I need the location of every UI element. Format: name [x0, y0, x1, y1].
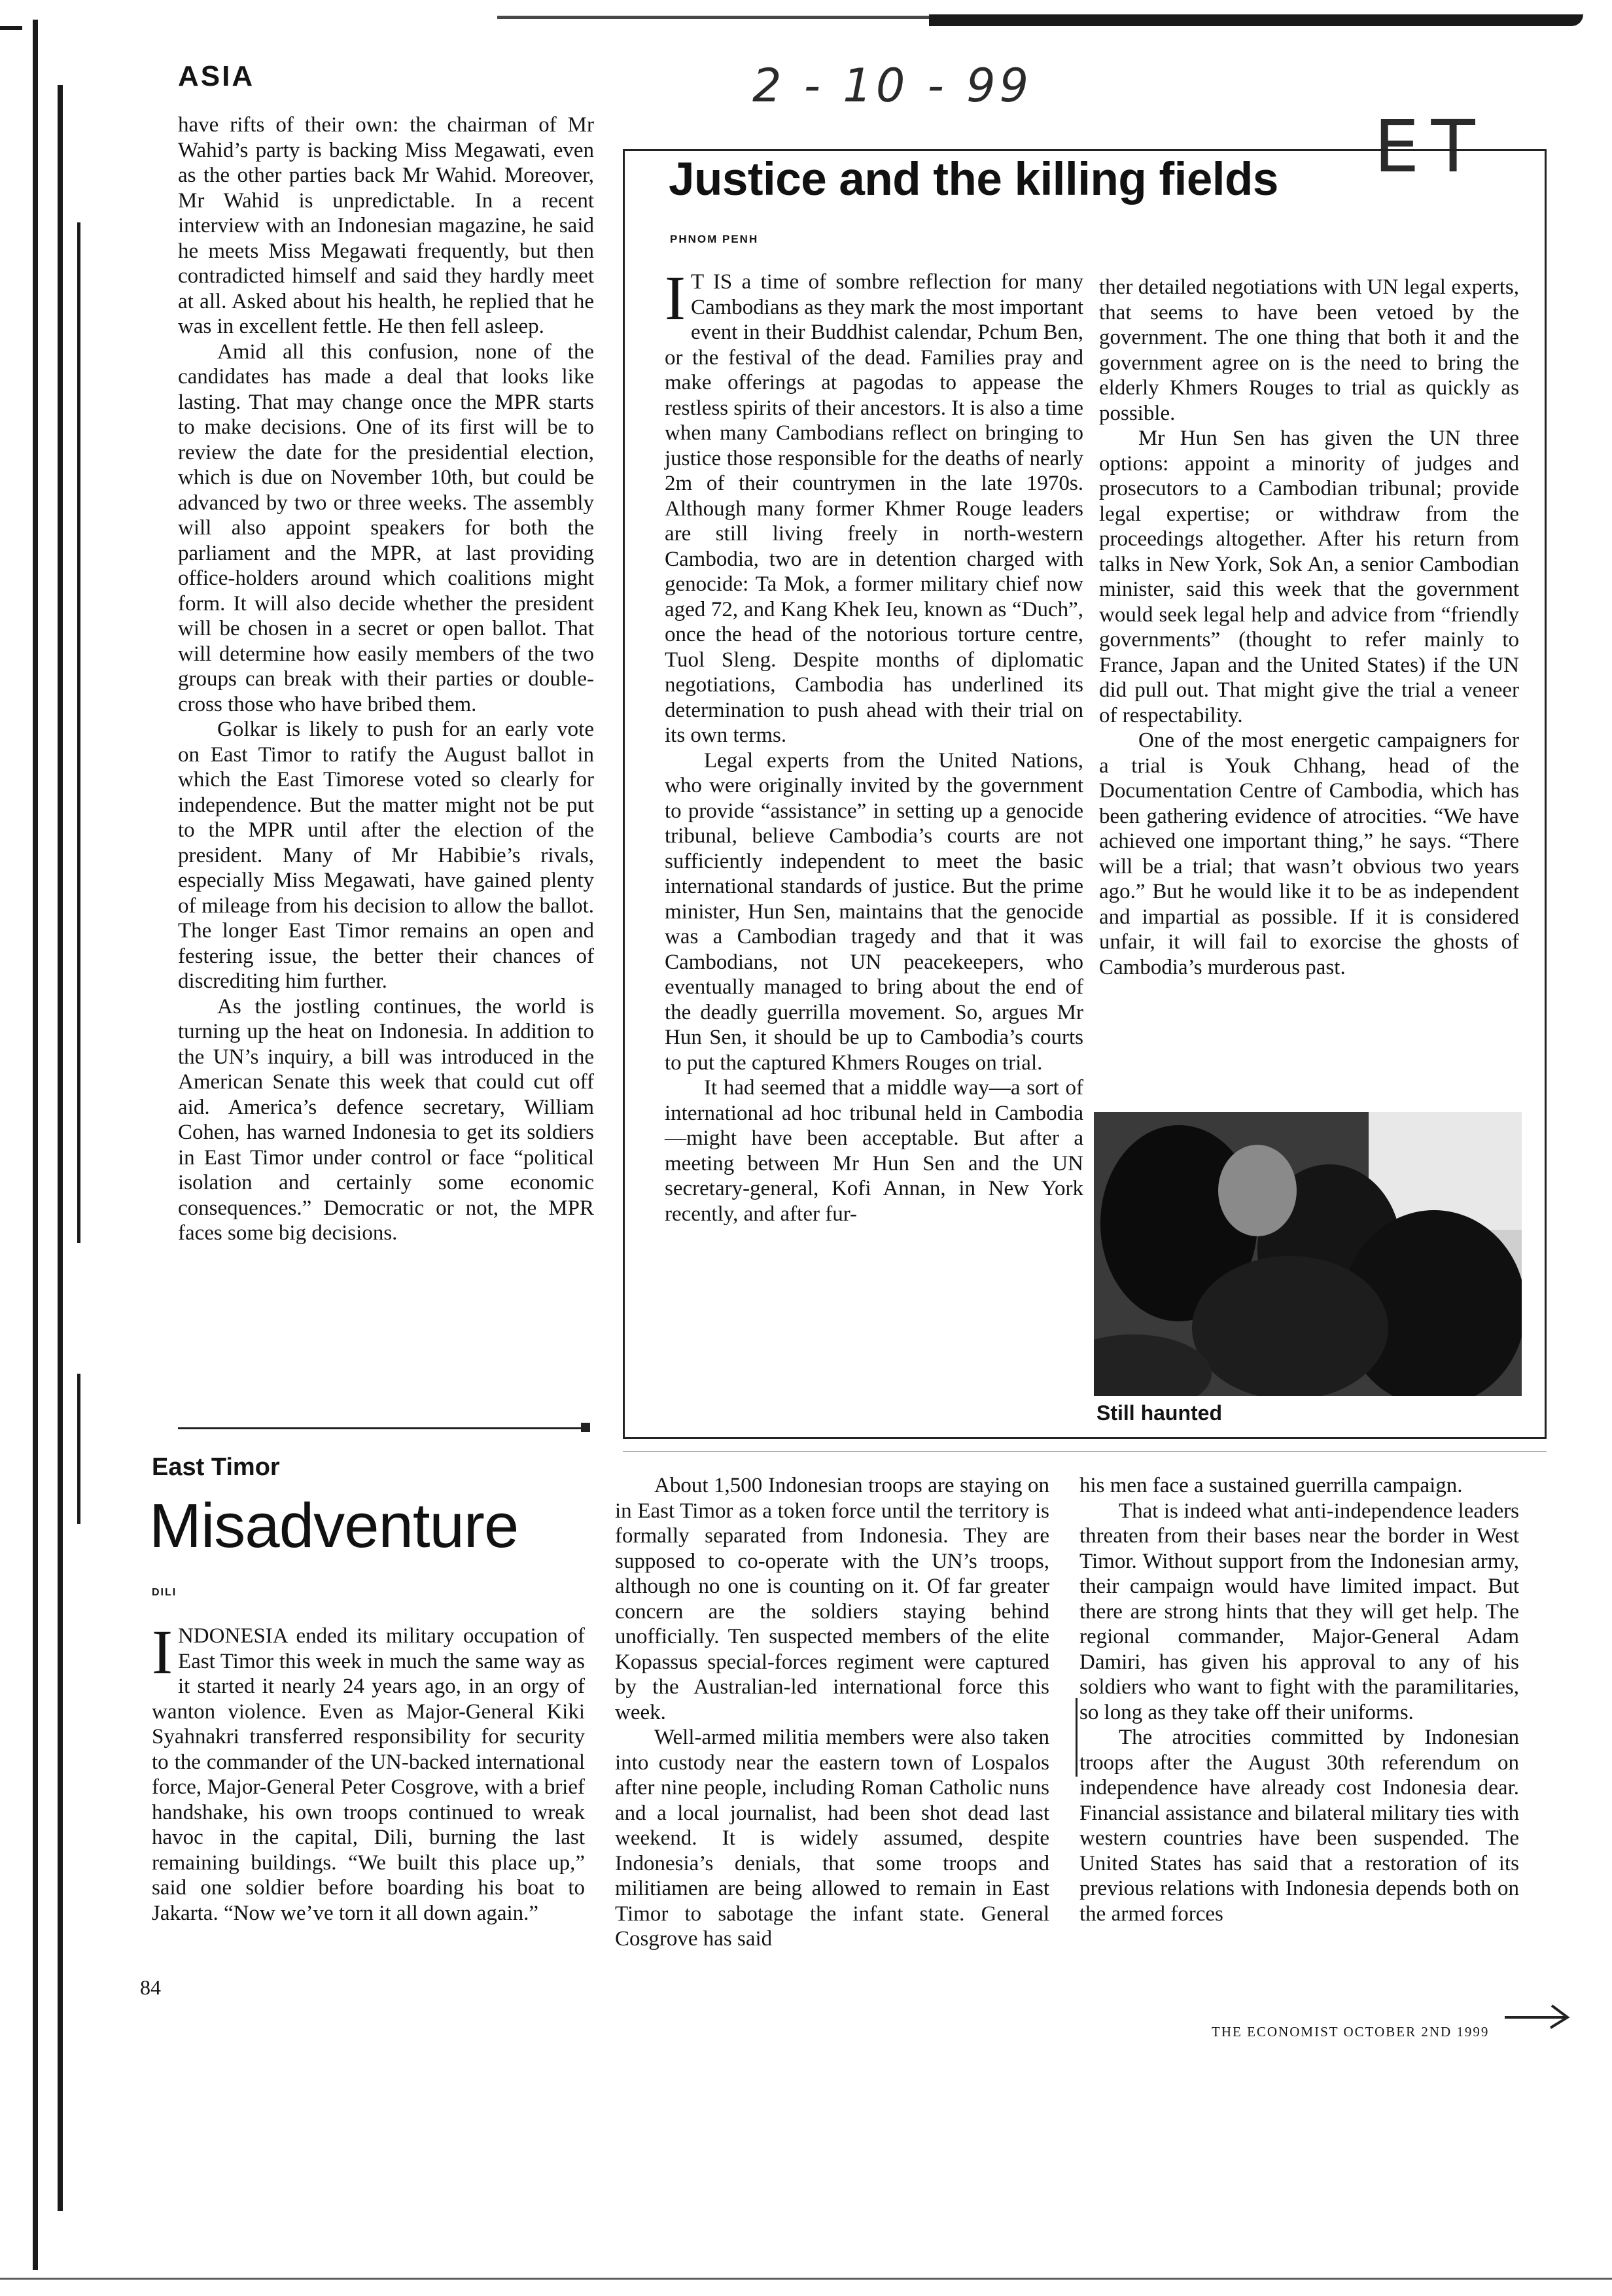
- article-kicker: East Timor: [152, 1453, 280, 1481]
- paragraph: have rifts of their own: the chairman of Mr Wahid’s party is backing Miss Megawati, even as the other parties back Mr Wahid. Moreover, Mr Wahid is unpredictable. In a recent interview with an Indonesian magazine, he said he meets Miss Megawati frequently, but then contradicted himself and said they hardly meet at all. Asked about his health, he replied that he was in excellent fettle. He then fell asleep.: [178, 113, 594, 338]
- photo-crowd-image: [1094, 1112, 1522, 1396]
- handwritten-initials: ET: [1374, 105, 1487, 188]
- paragraph: Well-armed militia members were also taken into custody near the eastern town of Lospalos after nine people, including Roman Catholic nuns and a local journalist, had been shot dead last weekend. It is widely assumed, despite Indonesia’s denials, that some troops and militiamen are being allowed to remain in East Timor to sabotage the infant state. General Cosgrove has said: [615, 1726, 1049, 1951]
- handwritten-arrow-icon: [1502, 1999, 1574, 2032]
- paragraph: Mr Hun Sen has given the UN three options: appoint a minority of judges and prosecutors to a Cambodian tribunal; provide legal expertise; or withdraw from the proceedings altogether. After his return from talks in New York, Sok An, a senior Cambodian minister, said this week that the government would seek legal help and advice from “friendly governments” (thought to refer mainly to France, Japan and the United States) if the UN did pull out. That might give the trial a veneer of respectability.: [1099, 426, 1519, 727]
- box-column-2: [1099, 275, 1519, 980]
- handwritten-bracket: [1076, 1698, 1078, 1777]
- left-column-text: [178, 113, 594, 1246]
- lead-text: NDONESIA ended its military occupation of East Timor this week in much the same way as it started it nearly 24 years ago, in an orgy of wanton violence. Even as Major-General Kiki Syahnakri transferred responsibility for security to the commander of the UN-backed international force, Major-General Peter Cosgrove, with a brief handshake, his own troops continued to wreak havoc in the capital, Dili, burning the last remaining buildings. “We built this place up,” said one soldier before boarding his boat to Jakarta. “Now we’ve torn it all down again.”: [152, 1624, 585, 1925]
- scan-bottom-line: [0, 2278, 1612, 2280]
- paragraph: That is indeed what anti-independence leaders threaten from their bases near the border in West Timor. Without support from the Indonesian army, their campaign would have limited impact. But there are strong hints that they will get help. The regional commander, Major-General Adam Damiri, has given his approval to any of his soldiers who want to fight with the paramilitaries, so long as they take off their uniforms.: [1079, 1499, 1519, 1724]
- paragraph: ther detailed negotiations with UN legal experts, that seems to have been vetoed by the government. The one thing that both it and the government agree on is the need to bring the elderly Khmers Rouges to trial as quickly as possible.: [1099, 275, 1519, 425]
- lead-paragraph: [665, 263, 1083, 748]
- section-label: ASIA: [178, 60, 255, 92]
- scan-edge-mark: [77, 1374, 80, 1524]
- paragraph: Golkar is likely to push for an early vote on East Timor to ratify the August ballot in which the East Timorese voted so clearly for independence. But the matter might not be put to the MPR until after the election of the president. Many of Mr Habibie’s rivals, especially Miss Megawati, have gained plenty of mileage from his decision to allow the ballot. The longer East Timor remains an open and festering issue, the better their chances of discrediting him further.: [178, 718, 594, 993]
- article-dateline-dili: DILI: [152, 1587, 177, 1598]
- paragraph: his men face a sustained guerrilla campaign.: [1079, 1474, 1463, 1497]
- handwritten-date: 2 - 10 - 99: [752, 59, 1033, 113]
- paragraph: One of the most energetic campaigners for a trial is Youk Chhang, head of the Documentation Centre of Cambodia, which has been gathering evidence of atrocities. “We have achieved one important thing,” he says. “There will be a trial; that wasn’t obvious two years ago.” But he would like it to be as independent and impartial as possible. If it is considered unfair, it will fail to exorcise the ghosts of Cambodia’s murderous past.: [1099, 729, 1519, 979]
- paragraph: It had seemed that a middle way—a sort of international ad hoc tribunal held in Cambodia—might have been acceptable. But after a meeting between Mr Hun Sen and the UN secretary-general, Kofi Annan, in New York recently, and after fur-: [665, 1076, 1083, 1226]
- article-headline-misadventure: Misadventure: [149, 1491, 519, 1561]
- lead-paragraph: [152, 1617, 585, 1926]
- page-number: 84: [140, 1975, 161, 1999]
- scan-edge-mark: [33, 20, 38, 2270]
- paragraph: Legal experts from the United Nations, who were originally invited by the government to provide “assistance” in setting up a genocide tribunal, believe Cambodia’s courts are not sufficiently independent to meet the basic international standards of justice. But the prime minister, Hun Sen, maintains that the genocide was a Cambodian tragedy and that it was Cambodians, not UN peacekeepers, who eventually managed to bring about the end of the deadly guerrilla movement. So, argues Mr Hun Sen, it should be up to Cambodia’s courts to put the captured Khmers Rouges on trial.: [665, 748, 1083, 1075]
- paragraph: About 1,500 Indonesian troops are staying on in East Timor as a token force until the territory is formally separated from Indonesia. They are supposed to co-operate with the UN’s troops, although no one is counting on it. Of far greater concern are the soldiers staying behind unofficially. Ten suspected members of the elite Kopassus special-forces regiment were captured by the Australian-led international force this week.: [615, 1474, 1049, 1724]
- paragraph: The atrocities committed by Indonesian troops after the August 30th referendum on independence have already cost Indonesia dear. Financial assistance and bilateral military ties with western countries have been suspended. The United States has said that a restoration of its previous relations with Indonesia depends both on the armed forces: [1079, 1726, 1519, 1926]
- lead-text: T IS a time of sombre reflection for many Cambodians as they mark the most important event in their Buddhist calendar, Pchum Ben, or the festival of the dead. Families pray and make offerings at pagodas to appease the restless spirits of their ancestors. It is also a time when many Cambodians reflect on bringing to justice those responsible for the deaths of nearly 2m of their countrymen in the late 1970s. Although many former Khmer Rouge leaders are still living freely in north-western Cambodia, two are in detention charged with genocide: Ta Mok, a former military chief now aged 72, and Kang Khek Ieu, known as “Duch”, once the head of the notorious torture centre, Tuol Sleng. Despite months of diplomatic negotiations, Cambodia has underlined its determination to push ahead with their trial on its own terms.: [665, 270, 1083, 747]
- scan-edge-mark: [58, 85, 63, 2211]
- article-headline: Justice and the killing fields: [669, 154, 1278, 205]
- section-divider: [623, 1451, 1547, 1452]
- article-photo: [1094, 1112, 1522, 1396]
- scan-top-smudge: [929, 14, 1583, 26]
- column-end-rule: [178, 1427, 589, 1429]
- box-column-1: [665, 263, 1083, 1226]
- dropcap: I: [665, 263, 686, 333]
- lower-column-1: [152, 1617, 585, 1926]
- article-dateline: PHNOM PENH: [670, 233, 759, 245]
- photo-caption: Still haunted: [1096, 1401, 1222, 1425]
- dropcap: I: [152, 1617, 173, 1687]
- paragraph: Amid all this confusion, none of the candidates has made a deal that looks like lasting. That may change once the MPR starts to make decisions. One of its first will be to review the date for the presidential election, which is due on November 10th, but could be advanced by two or three weeks. The assembly will also appoint speakers for both the parliament and the MPR, at last providing office-holders around which coalitions might form. It will also decide whether the president will be chosen in a secret or open ballot. That will determine how easily members of the two groups can break with their parties or double-cross those who have bribed them.: [178, 339, 594, 716]
- end-mark: [581, 1423, 590, 1432]
- scan-edge-mark: [77, 222, 80, 1243]
- paragraph: As the jostling continues, the world is turning up the heat on Indonesia. In addition to the UN’s inquiry, a bill was introduced in the American Senate this week that could cut off aid. America’s defence secretary, William Cohen, has warned Indonesia to get its soldiers in East Timor under control or face “political isolation and certainly some economic consequences.” Democratic or not, the MPR faces some big decisions.: [178, 994, 594, 1245]
- lower-column-3: [1079, 1473, 1519, 1926]
- publication-footer: THE ECONOMIST OCTOBER 2ND 1999: [1212, 2024, 1490, 2040]
- scan-edge-mark: [0, 26, 22, 30]
- lower-column-2: [615, 1473, 1049, 1952]
